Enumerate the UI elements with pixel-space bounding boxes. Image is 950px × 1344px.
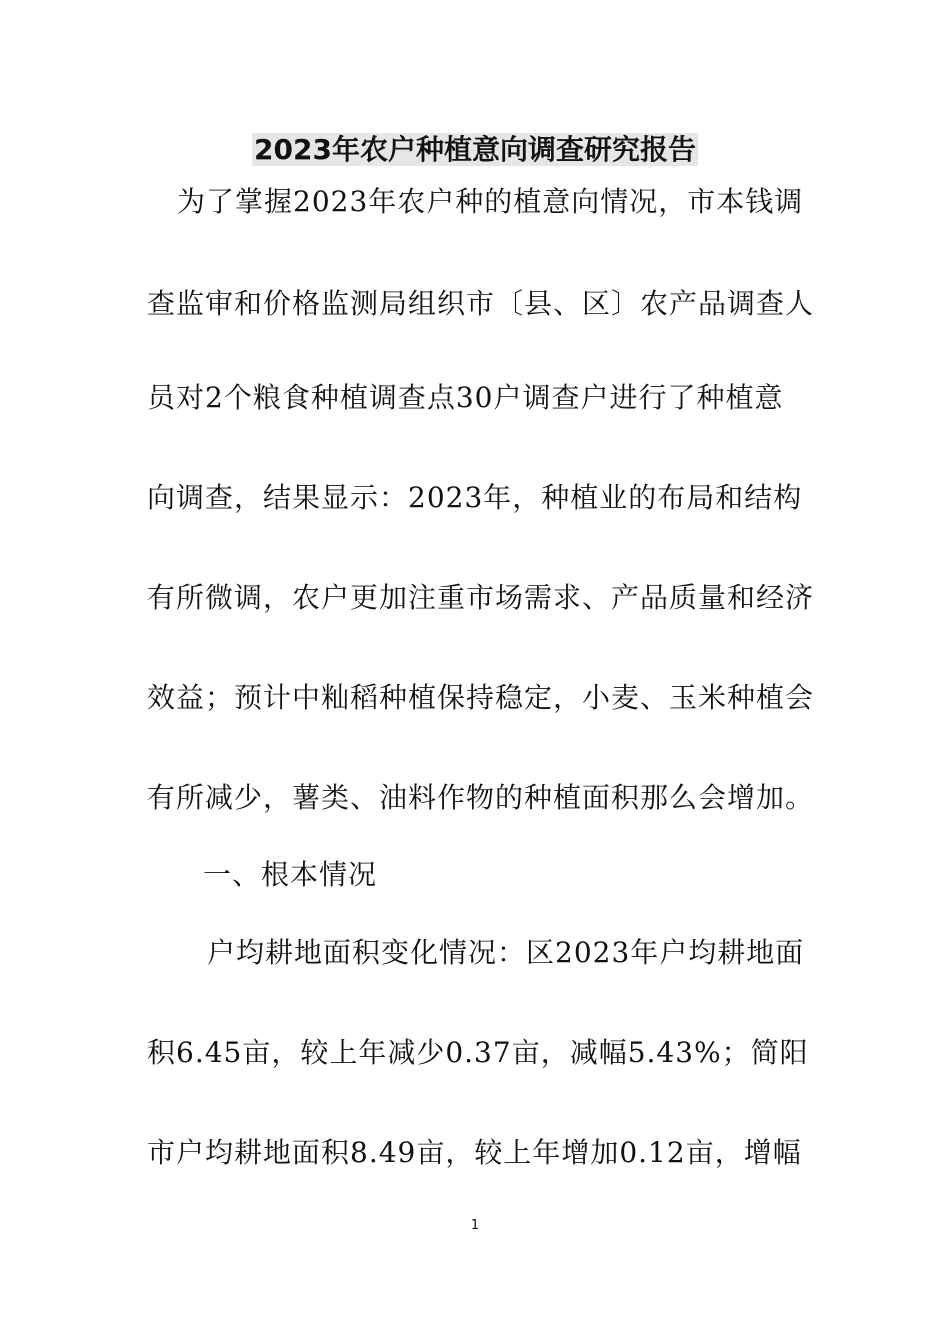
paragraph-line-9: 积6.45亩，较上年减少0.37亩，减幅5.43%；简阳 [147, 1036, 809, 1069]
paragraph-line-10: 市户均耕地面积8.49亩，较上年增加0.12亩，增幅 [147, 1136, 802, 1169]
paragraph-line-2: 查监审和价格监测局组织市〔县、区〕农产品调查人 [147, 287, 815, 320]
document-title-text: 2023年农户种植意向调查研究报告 [254, 133, 696, 166]
document-title [0, 130, 950, 170]
section-heading: 一、根本情况 [203, 858, 378, 891]
paragraph-line-8: 户均耕地面积变化情况：区2023年户均耕地面 [207, 936, 805, 969]
paragraph-line-5: 有所微调，农户更加注重市场需求、产品质量和经济 [147, 581, 815, 614]
paragraph-line-4: 向调查，结果显示：2023年，种植业的布局和结构 [147, 481, 803, 514]
page-number: 1 [470, 1218, 480, 1233]
paragraph-line-3: 员对2个粮食种植调查点30户调查户进行了种植意 [147, 381, 784, 414]
paragraph-line-1: 为了掌握2023年农户种的植意向情况，市本钱调 [177, 185, 804, 218]
paragraph-line-7: 有所减少，薯类、油料作物的种植面积那么会增加。 [147, 781, 815, 814]
paragraph-line-6: 效益；预计中籼稻种植保持稳定，小麦、玉米种植会 [147, 681, 815, 714]
